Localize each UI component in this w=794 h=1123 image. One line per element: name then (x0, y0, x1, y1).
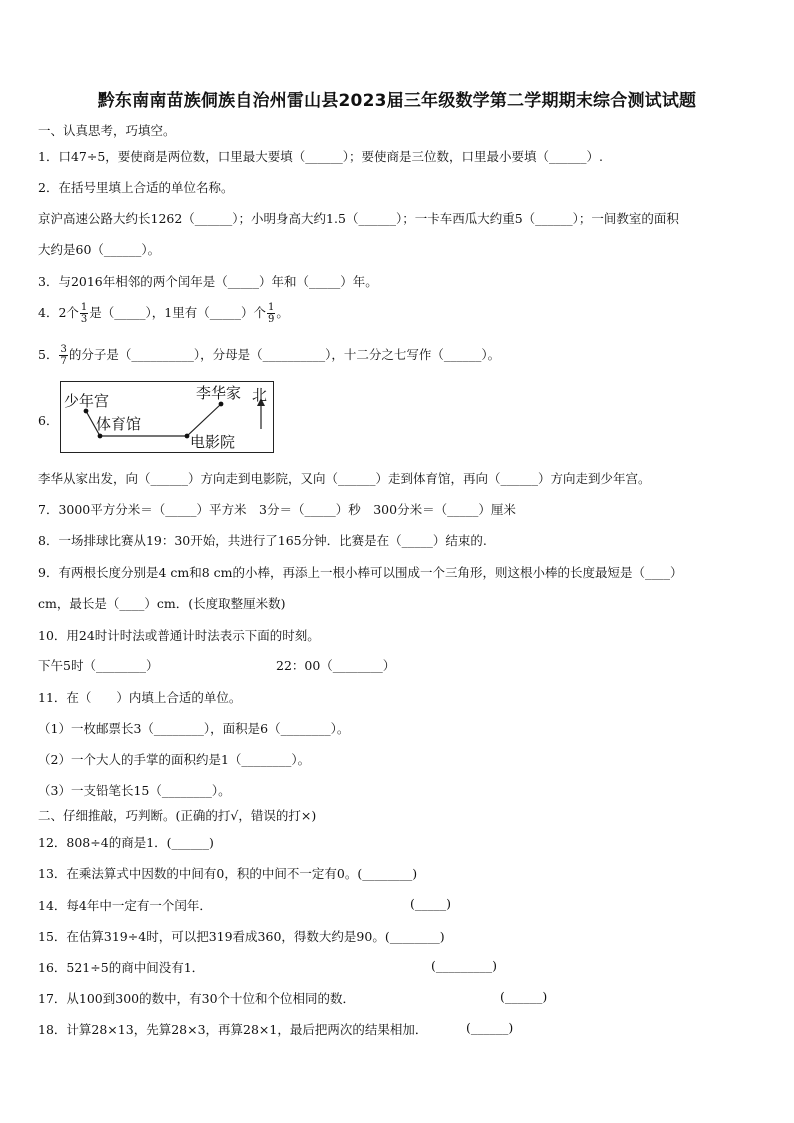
q5-fraction (59, 344, 67, 367)
question-13: 13．在乘法算式中因数的中间有0，积的中间不一定有0。(________) (38, 866, 418, 881)
question-10-a: 下午5时（________） (38, 658, 159, 673)
question-2-line-1: 京沪高速公路大约长1262（______）；小明身高大约1.5（______）；一卡车西瓜大约重5（______）；一间教室的面积 (38, 211, 679, 226)
label-youth-palace: 少年宫 (64, 392, 110, 410)
question-15: 15．在估算319÷4时，可以把319看成360，得数大约是90。(________) (38, 929, 445, 944)
q4-fraction-2 (267, 302, 275, 325)
question-4 (38, 302, 289, 325)
cinema-point (185, 434, 190, 439)
q4-frac1-denominator: 3 (80, 314, 88, 325)
question-11-3: （3）一支铅笔长15（________）。 (38, 783, 231, 798)
question-9-line-1: 9．有两根长度分别是4 cm和8 cm的小棒，再添上一根小棒可以围成一个三角形，则这根小棒的长度最短是（____） (38, 565, 683, 580)
question-8: 8．一场排球比赛从19：30开始，共进行了165分钟．比赛是在（_____）结束的. (38, 533, 487, 548)
direction-map (60, 381, 274, 453)
q4-frac2-denominator: 9 (268, 314, 275, 325)
question-9-line-2: cm，最长是（____）cm．(长度取整厘米数) (38, 596, 286, 611)
question-1: 1．口47÷5，要使商是两位数，口里最大要填（______）；要使商是三位数，口里最小要填（______）. (38, 149, 604, 164)
question-14: 14．每4年中一定有一个闰年． (38, 898, 212, 913)
q4-part-2: 是（_____），1里有（_____）个 (89, 305, 266, 320)
question-14-blank: (_____) (410, 896, 452, 911)
question-16-blank: (_________) (431, 958, 498, 973)
question-11: 11．在（ ）内填上合适的单位。 (38, 690, 242, 705)
q4-frac2-numerator: 1 (268, 302, 275, 313)
q4-part-3: 。 (276, 305, 289, 320)
question-6-text: 李华从家出发，向（______）方向走到电影院，又向（______）走到体育馆，再向（______）方向走到少年宫。 (38, 471, 651, 486)
question-10-b: 22：00（________） (276, 658, 396, 673)
q5-part-2: 的分子是（__________），分母是（__________），十二分之七写作（______）。 (68, 347, 501, 362)
question-5 (38, 344, 500, 367)
label-lihua-home: 李华家 (196, 384, 242, 402)
question-2: 2．在括号里填上合适的单位名称。 (38, 180, 234, 195)
label-north: 北 (252, 386, 268, 404)
question-18-blank: (______) (466, 1020, 514, 1035)
question-12: 12．808÷4的商是1．(______) (38, 835, 214, 850)
question-17: 17．从100到300的数中，有30个十位和个位相同的数． (38, 991, 356, 1006)
section-1-heading: 一、认真思考，巧填空。 (38, 123, 176, 138)
question-10: 10．用24时计时法或普通计时法表示下面的时刻。 (38, 628, 320, 643)
question-11-2: （2）一个大人的手掌的面积约是1（________）。 (38, 752, 311, 767)
question-2-line-2: 大约是60（______）。 (38, 242, 161, 257)
q4-fraction-1 (80, 302, 88, 325)
q5-numerator: 3 (60, 344, 67, 355)
q4-frac1-numerator: 1 (80, 302, 88, 313)
question-7: 7．3000平方分米＝（_____）平方米 3分＝（_____）秒 300分米＝（_____）厘米 (38, 502, 516, 517)
page-title: 黔东南南苗族侗族自治州雷山县2023届三年级数学第二学期期末综合测试试题 (97, 91, 697, 111)
question-3: 3．与2016年相邻的两个闰年是（_____）年和（_____）年。 (38, 274, 378, 289)
q5-part-1: 5． (38, 347, 59, 362)
question-18: 18．计算28×13，先算28×3，再算28×1，最后把两次的结果相加． (38, 1022, 428, 1037)
gym-point (98, 434, 103, 439)
question-6-number: 6． (38, 413, 59, 428)
label-cinema: 电影院 (190, 433, 236, 451)
question-16: 16．521÷5的商中间没有1． (38, 960, 205, 975)
question-17-blank: (______) (500, 989, 548, 1004)
question-11-1: （1）一枚邮票长3（________），面积是6（________）。 (38, 721, 350, 736)
q5-denominator: 7 (60, 356, 67, 367)
label-gym: 体育馆 (96, 415, 142, 433)
section-2-heading: 二、仔细推敲，巧判断。(正确的打√，错误的打×) (38, 808, 317, 823)
q4-part-1: 4．2个 (38, 305, 79, 320)
